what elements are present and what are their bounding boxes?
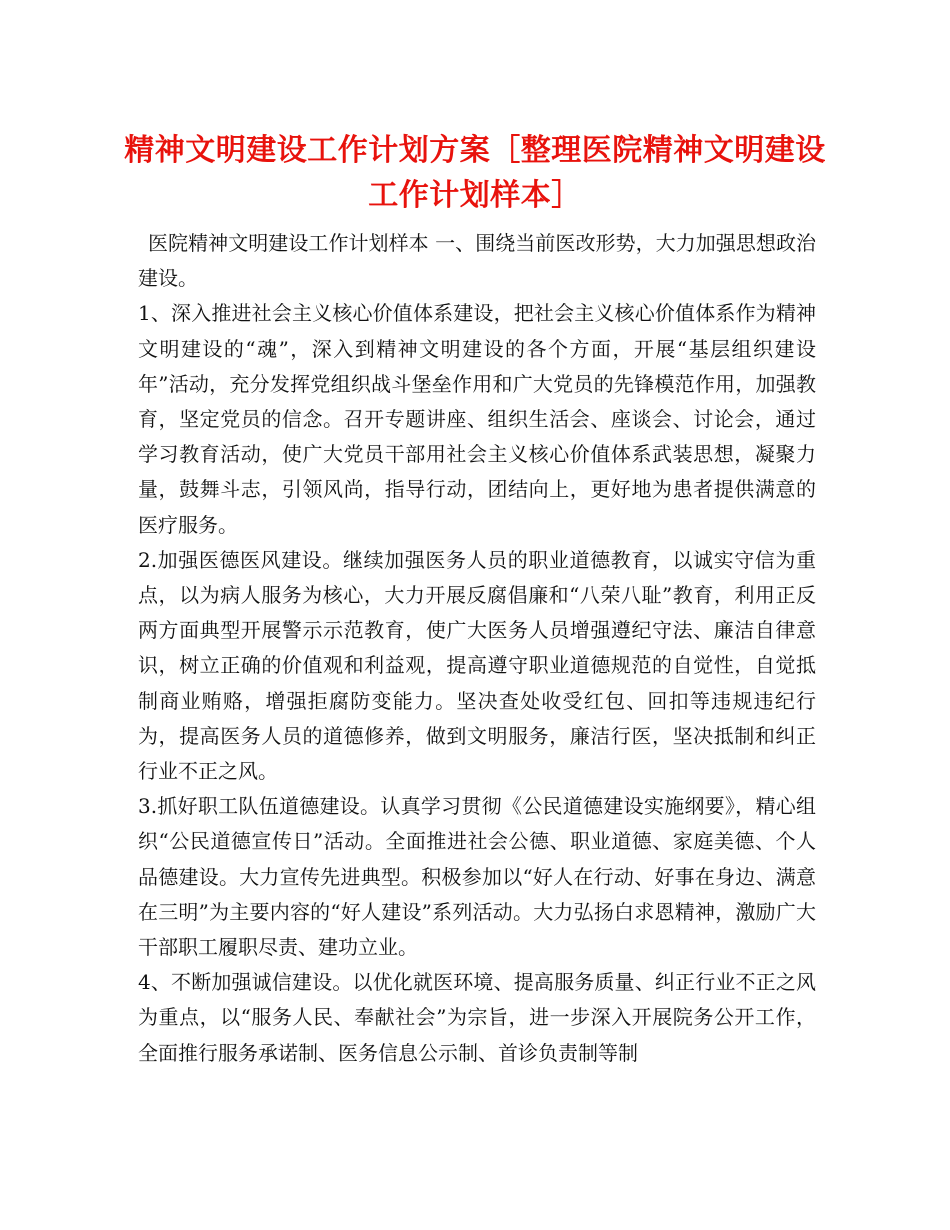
paragraph-2: 2.加强医德医风建设。继续加强医务人员的职业道德教育，以诚实守信为重点，以为病人服务为核心，大力开展反腐倡廉和“八荣八耻”教育，利用正反两方面典型开展警示示范教育，使广大医务人员增强遵纪守法、廉洁自律意识，树立正确的价值观和利益观，提高遵守职业道德规范的自觉性，自觉抵制商业贿赂，增强拒腐防变能力。坚决查处收受红包、回扣等违规违纪行为，提高医务人员的道德修养，做到文明服务，廉洁行医，坚决抵制和纠正行业不正之风。 (138, 547, 816, 784)
document-title: 精神文明建设工作计划方案［整理医院精神文明建设工作计划样本］ (124, 133, 826, 213)
paragraph-1: 1、深入推进社会主义核心价值体系建设，把社会主义核心价值体系作为精神文明建设的“魂”，深入到精神文明建设的各个方面，开展“基层组织建设年”活动，充分发挥党组织战斗堡垒作用和广大党员的先锋模范作用，加强教育，坚定党员的信念。召开专题讲座、组织生活会、座谈会、讨论会，通过学习教育活动，使广大党员干部用社会主义核心价值体系武装思想，凝聚力量，鼓舞斗志，引领风尚，指导行动，团结向上，更好地为患者提供满意的医疗服务。 (138, 301, 816, 537)
paragraph-4: 4、不断加强诚信建设。以优化就医环境、提高服务质量、纠正行业不正之风为重点，以“服务人民、奉献社会”为宗旨，进一步深入开展院务公开工作，全面推行服务承诺制、医务信息公示制、首诊负责制等制 (138, 970, 816, 1065)
document-body (138, 226, 816, 1071)
paragraph-intro: 医院精神文明建设工作计划样本 一、围绕当前医改形势，大力加强思想政治建设。 (138, 231, 816, 291)
paragraph-3: 3.抓好职工队伍道德建设。认真学习贯彻《公民道德建设实施纲要》，精心组织“公民道德宣传日”活动。全面推进社会公德、职业道德、家庭美德、个人品德建设。大力宣传先进典型。积极参加以“好人在行动、好事在身边、满意在三明”为主要内容的“好人建设”系列活动。大力弘扬白求恩精神，激励广大干部职工履职尽责、建功立业。 (138, 794, 816, 960)
